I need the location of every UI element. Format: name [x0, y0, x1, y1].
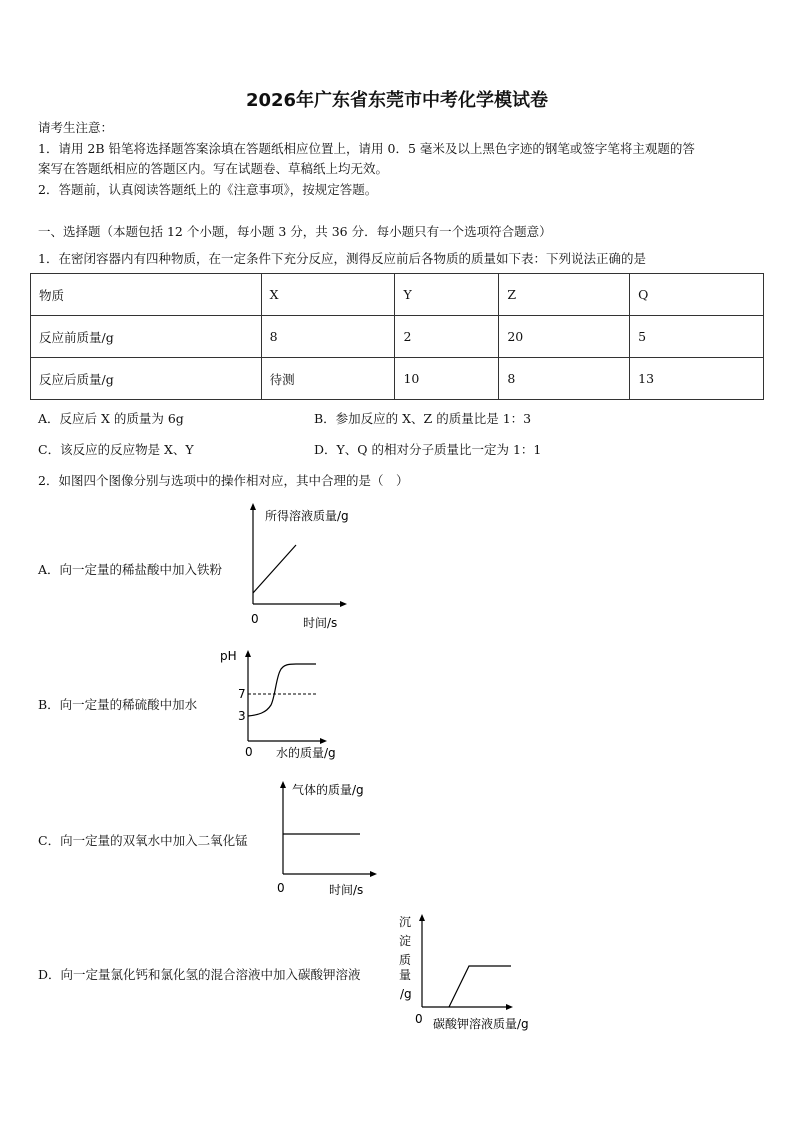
notice-item-2: 2．答题前，认真阅读答题纸上的《注意事项》，按规定答题。 — [38, 182, 378, 197]
table-cell: 2 — [395, 316, 499, 358]
origin-label: 0 — [251, 612, 259, 626]
q1-option-a: A．反应后 X 的质量为 6g — [38, 411, 184, 426]
q2-option-d-label: D．向一定量氯化钙和氯化氢的混合溶液中加入碳酸钾溶液 — [38, 967, 361, 982]
q1-option-c: C．该反应的反应物是 X、Y — [38, 442, 194, 457]
x-axis-arrow — [370, 871, 377, 877]
tick-7-label: 7 — [238, 687, 246, 701]
q1-option-d: D．Y、Q 的相对分子质量比一定为 1：1 — [314, 442, 542, 457]
table-cell: 10 — [395, 358, 499, 400]
origin-label: 0 — [415, 1012, 423, 1026]
y-axis-label-char: /g — [400, 987, 412, 1001]
section-1-heading: 一、选择题（本题包括 12 个小题，每小题 3 分，共 36 分．每小题只有一个选项符合题意） — [38, 224, 552, 239]
table-cell: 反应后质量/g — [31, 358, 262, 400]
notice-item-1-line-2: 案写在答题纸相应的答题区内。写在试题卷、草稿纸上均无效。 — [38, 161, 389, 176]
x-axis-arrow — [340, 601, 347, 607]
y-axis-label: 所得溶液质量/g — [265, 509, 349, 523]
y-axis-arrow — [250, 503, 256, 510]
table-cell: 反应前质量/g — [31, 316, 262, 358]
question-1-table — [30, 273, 764, 400]
q2-graph-a — [238, 500, 378, 636]
curve — [253, 545, 296, 593]
curve — [248, 664, 316, 716]
page-title: 2026年广东省东莞市中考化学模试卷 — [245, 90, 549, 111]
q2-graph-c — [268, 776, 408, 900]
y-axis-label: pH — [220, 649, 237, 663]
table-cell: 13 — [630, 358, 764, 400]
origin-label: 0 — [245, 745, 253, 759]
x-axis-label: 碳酸钾溶液质量/g — [433, 1017, 529, 1031]
table-cell: Z — [499, 274, 630, 316]
x-axis-arrow — [320, 738, 327, 744]
notice-heading: 请考生注意： — [38, 120, 114, 135]
x-axis-label: 水的质量/g — [276, 746, 336, 760]
tick-3-label: 3 — [238, 709, 246, 723]
curve — [449, 966, 511, 1007]
origin-label: 0 — [277, 881, 285, 895]
x-axis-arrow — [506, 1004, 513, 1010]
question-1-stem: 1．在密闭容器内有四种物质，在一定条件下充分反应，测得反应前后各物质的质量如下表：下列说法正确的是 — [38, 251, 646, 266]
table-cell: Y — [395, 274, 499, 316]
table-cell: 5 — [630, 316, 764, 358]
table-cell: 待测 — [261, 358, 395, 400]
table-cell: X — [261, 274, 395, 316]
notice-item-1-line-1: 1．请用 2B 铅笔将选择题答案涂填在答题纸相应位置上，请用 0．5 毫米及以上黑色字迹的钢笔或签字笔将主观题的答 — [38, 141, 695, 156]
q2-option-b-label: B．向一定量的稀硫酸中加水 — [38, 697, 198, 712]
table-row — [31, 316, 764, 358]
y-axis-arrow — [245, 650, 251, 657]
table-cell: 8 — [499, 358, 630, 400]
table-row — [31, 274, 764, 316]
table-cell: 20 — [499, 316, 630, 358]
q2-option-a-label: A．向一定量的稀盐酸中加入铁粉 — [38, 562, 223, 577]
x-axis-label: 时间/s — [329, 883, 364, 897]
q1-option-b: B．参加反应的 X、Z 的质量比是 1：3 — [314, 411, 532, 426]
y-axis-label-char: 量 — [399, 968, 412, 982]
q2-option-c-label: C．向一定量的双氧水中加入二氧化锰 — [38, 833, 248, 848]
table-cell: 8 — [261, 316, 395, 358]
table-cell: 物质 — [31, 274, 262, 316]
q2-graph-d — [395, 910, 555, 1035]
y-axis-label: 气体的质量/g — [292, 783, 364, 797]
q2-graph-b — [218, 645, 358, 765]
y-axis-arrow — [280, 781, 286, 788]
y-axis-arrow — [419, 914, 425, 921]
y-axis-label-char: 沉 — [399, 915, 412, 929]
y-axis-label-char: 淀 — [399, 934, 412, 948]
table-cell: Q — [630, 274, 764, 316]
y-axis-label-char: 质 — [399, 953, 412, 967]
x-axis-label: 时间/s — [303, 616, 338, 630]
table-row — [31, 358, 764, 400]
question-2-stem: 2．如图四个图像分别与选项中的操作相对应，其中合理的是（ ） — [38, 473, 409, 488]
